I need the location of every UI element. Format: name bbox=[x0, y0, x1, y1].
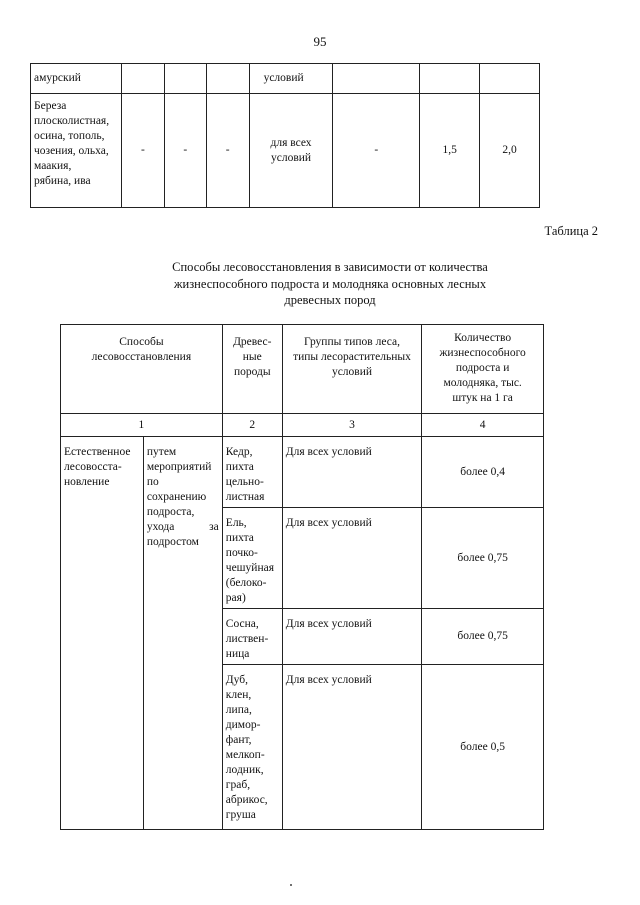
header-species: Древес- ные породы bbox=[222, 325, 282, 414]
table-caption: Таблица 2 bbox=[544, 224, 598, 238]
species-cell: Кедр, пихта цельно- листная bbox=[222, 437, 282, 508]
table-row bbox=[61, 437, 544, 508]
conditions-cell: Для всех условий bbox=[282, 609, 422, 665]
amount-cell: более 0,4 bbox=[422, 437, 544, 508]
conditions-cell: Для всех условий bbox=[282, 508, 422, 609]
header-methods: Способы лесовосстановления bbox=[61, 325, 223, 414]
species-cell: Дуб, клен, липа, димор- фант, мелкоп- лодник, граб, абрикос, груша bbox=[222, 665, 282, 830]
scan-speck bbox=[290, 884, 292, 886]
header-row bbox=[61, 325, 544, 414]
species-cell: Ель, пихта почко- чешуйная (белоко- рая) bbox=[222, 508, 282, 609]
method-cell: Естественное лесовосста- новление bbox=[61, 437, 144, 830]
table-title: Способы лесовосстановления в зависимости от количества жизнеспособного подроста и молодняка основных лесных древесных пород bbox=[172, 260, 488, 307]
way-cell: путем мероприятий по сохранению подроста, ухода за подростом bbox=[143, 437, 222, 830]
column-number-row: 1 2 3 4 bbox=[61, 414, 544, 437]
table-row bbox=[31, 64, 540, 94]
conditions-cell: Для всех условий bbox=[282, 665, 422, 830]
main-table bbox=[60, 324, 544, 830]
continuation-table bbox=[30, 63, 540, 208]
species-cell: Сосна, листвен- ница bbox=[222, 609, 282, 665]
species-cell: Береза плосколистная, осина, тополь, чозения, ольха, маакия, рябина, ива bbox=[31, 94, 122, 208]
page-number: 95 bbox=[313, 34, 327, 49]
conditions-cell: условий bbox=[249, 64, 333, 94]
amount-cell: более 0,75 bbox=[422, 508, 544, 609]
header-forest-types: Группы типов леса, типы лесорастительных условий bbox=[282, 325, 422, 414]
conditions-cell: для всех условий bbox=[249, 94, 333, 208]
conditions-cell: Для всех условий bbox=[282, 437, 422, 508]
header-amount: Количество жизнеспособного подроста и молодняка, тыс. штук на 1 га bbox=[422, 325, 544, 414]
species-cell: амурский bbox=[31, 64, 122, 94]
amount-cell: более 0,75 bbox=[422, 609, 544, 665]
amount-cell: более 0,5 bbox=[422, 665, 544, 830]
table-row: Береза плосколистная, осина, тополь, чозения, ольха, маакия, рябина, ива - - - для всех условий - 1,5 2,0 bbox=[31, 94, 540, 208]
